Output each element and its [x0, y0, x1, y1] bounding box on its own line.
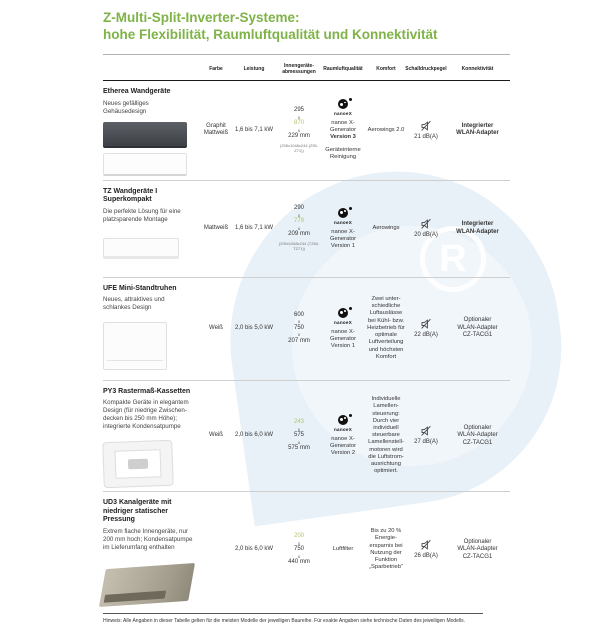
- dim-separator: x: [297, 439, 301, 445]
- dim-separator: x: [297, 127, 301, 133]
- comfort-cell: Zwei unterschiedliche Luftauslässe bei Kühl- bzw. Heizbetrieb für optimale Luftverteilung und höchsten Komfort: [367, 296, 405, 360]
- connectivity-cell: Optionaler WLAN-Adapter CZ-TACG1: [457, 317, 498, 339]
- sound-value: 22 dB(A): [414, 331, 438, 338]
- dim-separator: x: [297, 553, 301, 559]
- dim-separator: x: [297, 114, 301, 120]
- dim-depth: 440 mm: [288, 559, 310, 565]
- product-cell: [103, 492, 201, 608]
- air-quality-cell: [321, 278, 365, 380]
- color-cell: Mattweiß: [203, 224, 229, 231]
- color-cell: Weiß: [209, 324, 223, 331]
- air-generator-label: nanoe X-Generator: [329, 228, 357, 242]
- header-schalldruckpegel: Schalldruckpegel: [405, 66, 447, 72]
- connectivity-cell: Integrierter WLAN-Adapter: [456, 221, 499, 235]
- dim-depth: 207 mm: [288, 337, 310, 344]
- table-row-ud3: [103, 492, 510, 608]
- capacity-cell: 2,0 bis 6,0 kW: [234, 432, 273, 438]
- dim-height: 600: [293, 311, 304, 318]
- dim-separator: x: [297, 319, 301, 325]
- dim-height: 243: [293, 419, 304, 425]
- dimensions-cell: [277, 81, 321, 180]
- air-version-label: Version 1: [330, 342, 356, 349]
- product-image-etherea: [103, 122, 187, 176]
- sound-cell: [407, 181, 445, 277]
- dim-width: 750: [293, 546, 304, 552]
- nanoe-x-logo: [334, 308, 352, 326]
- mute-icon: [420, 218, 432, 230]
- capacity-cell: 1,6 bis 7,1 kW: [234, 126, 273, 133]
- air-version-label: Version 2: [330, 449, 356, 456]
- header-leistung: Leistung: [243, 66, 265, 72]
- product-cell: [103, 381, 201, 492]
- dim-width: 750: [293, 324, 304, 331]
- header-farbe: Farbe: [209, 66, 223, 72]
- comfort-cell: Individuelle Lamellensteuerung: Durch vier individuell steuerbare Lamellenstellmotoren wird die Luftstromausrichtung optimiert.: [368, 396, 404, 475]
- dimensions-cell: [277, 278, 321, 380]
- dim-separator: x: [297, 332, 301, 338]
- dim-height: 295: [293, 107, 304, 114]
- mute-icon: [420, 120, 432, 132]
- comfort-cell: Aerowings: [372, 224, 400, 231]
- product-image-py3: [103, 437, 173, 487]
- nanoe-x-icon: [338, 208, 348, 218]
- dim-note: (295x1068x244 (TZ60, TZ71)): [278, 240, 320, 251]
- product-name: PY3 Rastermaß-Kassetten: [103, 387, 191, 395]
- page-content: [103, 10, 510, 624]
- capacity-cell: 1,6 bis 7,1 kW: [234, 224, 273, 231]
- dim-width: 779: [293, 218, 304, 225]
- dimensions-cell: [277, 492, 321, 608]
- sound-value: 27 dB(A): [414, 439, 438, 445]
- table-header: [103, 55, 510, 81]
- connectivity-cell: Integrierter WLAN-Adapter: [456, 122, 499, 137]
- capacity-cell: 2,0 bis 6,0 kW: [234, 546, 273, 552]
- sound-cell: [407, 492, 445, 608]
- page-title-line1: Z-Multi-Split-Inverter-Systeme:: [103, 10, 300, 25]
- comfort-cell: Bis zu 20 % Energieersparnis bei Nutzung der Funktion „Sparbetrieb“: [369, 528, 403, 571]
- product-cell: [103, 181, 201, 277]
- air-version-label: Version 3: [330, 134, 356, 141]
- nanoe-x-wordmark: nanoeX: [333, 426, 353, 432]
- air-quality-cell: [321, 381, 365, 492]
- air-extra-label: Geräteinterne Reinigung: [325, 147, 361, 161]
- color-cell: [201, 492, 231, 608]
- product-cell: [103, 81, 201, 180]
- nanoe-x-wordmark: nanoeX: [333, 219, 353, 225]
- product-description: Kompakte Geräte in elegantem Design (für niedrige Zwischendecken bis 250 mm Höhe); integrierte Kondensatpumpe: [103, 399, 189, 430]
- header-product-spacer: [103, 63, 201, 75]
- header-komfort: Komfort: [376, 66, 396, 72]
- ceiling-cassette-image: [102, 440, 174, 488]
- table-row-ufe: [103, 278, 510, 381]
- nanoe-x-icon: [338, 308, 348, 318]
- wall-unit-white-image: [103, 153, 187, 176]
- dim-height: 290: [293, 205, 304, 212]
- product-image-ufe: [103, 318, 167, 370]
- dim-width: 575: [293, 432, 304, 438]
- footer-divider: [103, 613, 483, 614]
- nanoe-x-logo: [334, 208, 352, 226]
- table-row-etherea: [103, 81, 510, 181]
- connectivity-cell: Optionaler WLAN-Adapter CZ-TACG1: [457, 538, 498, 560]
- air-quality-cell: [321, 181, 365, 277]
- dim-width: 870: [293, 120, 304, 127]
- product-name: TZ Wandgeräte I Superkompakt: [103, 187, 158, 203]
- mute-icon: [420, 539, 432, 551]
- air-quality-cell: Luftfilter: [332, 546, 354, 553]
- table-row-py3: [103, 381, 510, 493]
- header-raumluftqualitaet: Raumluftqualität: [323, 66, 363, 72]
- product-name: Etherea Wandgeräte: [103, 88, 171, 95]
- header-abmessungen: Innengeräte-abmessungen: [282, 63, 316, 75]
- header-konnektivitaet: Konnektivität: [461, 66, 494, 72]
- product-cell: [103, 278, 201, 380]
- nanoe-x-wordmark: nanoeX: [333, 319, 353, 325]
- wall-unit-graphite-image: [103, 122, 187, 148]
- dim-depth: 209 mm: [288, 231, 310, 238]
- dimensions-cell: [277, 381, 321, 492]
- mute-icon: [420, 318, 432, 330]
- nanoe-x-icon: [338, 415, 348, 425]
- comfort-cell: Aerowings 2.0: [367, 126, 405, 133]
- floor-console-image: [103, 322, 167, 370]
- nanoe-x-logo: [334, 415, 352, 433]
- page-title-line2: hohe Flexibilität, Raumluftqualität und Konnektivität: [103, 26, 438, 42]
- nanoe-x-icon: [338, 99, 348, 109]
- product-name: UD3 Kanalgeräte mit niedriger statischer Pressung: [103, 499, 172, 523]
- nanoe-x-wordmark: nanoeX: [333, 111, 353, 117]
- air-generator-label: nanoe X-Generator: [329, 328, 357, 342]
- dim-separator: x: [297, 225, 301, 231]
- product-name: UFE Mini-Standtruhen: [103, 284, 177, 292]
- product-description: Neues, attraktives und schlankes Design: [103, 296, 165, 311]
- sound-value: 20 dB(A): [414, 231, 438, 238]
- mute-icon: [420, 425, 432, 437]
- product-image-ud3: [103, 558, 191, 604]
- sound-cell: [407, 381, 445, 492]
- sound-value: 21 dB(A): [414, 133, 438, 140]
- product-description: Die perfekte Lösung für eine platzsparende Montage: [103, 207, 181, 223]
- nanoe-x-logo: [334, 99, 352, 117]
- capacity-cell: 2,0 bis 5,0 kW: [234, 324, 273, 331]
- product-description: Extrem flache Innengeräte, nur 200 mm hoch; Kondensatpumpe im Lieferumfang enthalten: [103, 527, 193, 551]
- dim-depth: 229 mm: [288, 133, 310, 140]
- dim-separator: x: [297, 540, 301, 546]
- dim-depth: 575 mm: [288, 445, 310, 451]
- color-cell: Weiß: [209, 432, 223, 438]
- air-version-label: Version 1: [330, 242, 356, 249]
- sound-cell: [407, 278, 445, 380]
- product-description: Neues gefälliges Gehäusedesign: [103, 99, 149, 115]
- air-generator-label: nanoe X-Generator: [329, 435, 357, 449]
- dim-separator: x: [297, 212, 301, 218]
- dimensions-cell: [277, 181, 321, 277]
- table-row-tz: [103, 181, 510, 278]
- air-quality-cell: [321, 81, 365, 180]
- sound-value: 26 dB(A): [414, 553, 438, 559]
- dim-height: 200: [293, 533, 304, 539]
- page-title: [103, 10, 510, 43]
- registered-trademark-watermark: R: [420, 226, 486, 292]
- wall-unit-white-image: [103, 238, 179, 259]
- color-cell: Graphit Mattweiß: [203, 122, 229, 137]
- duct-unit-image: [99, 562, 195, 606]
- footer-note: Hinweis: Alle Angaben in dieser Tabelle gelten für die meisten Modelle der jeweiligen Baureihe. Für exakte Angaben siehe technische Daten des jeweiligen Modells.: [103, 617, 466, 624]
- dim-separator: x: [297, 426, 301, 432]
- sound-cell: [407, 81, 445, 180]
- product-image-tz: [103, 230, 179, 259]
- dim-note: (295x1048x244 (Z50, Z71)): [279, 142, 319, 153]
- connectivity-cell: Optionaler WLAN-Adapter CZ-TACG1: [457, 424, 498, 446]
- air-generator-label: nanoe X-Generator: [329, 120, 357, 134]
